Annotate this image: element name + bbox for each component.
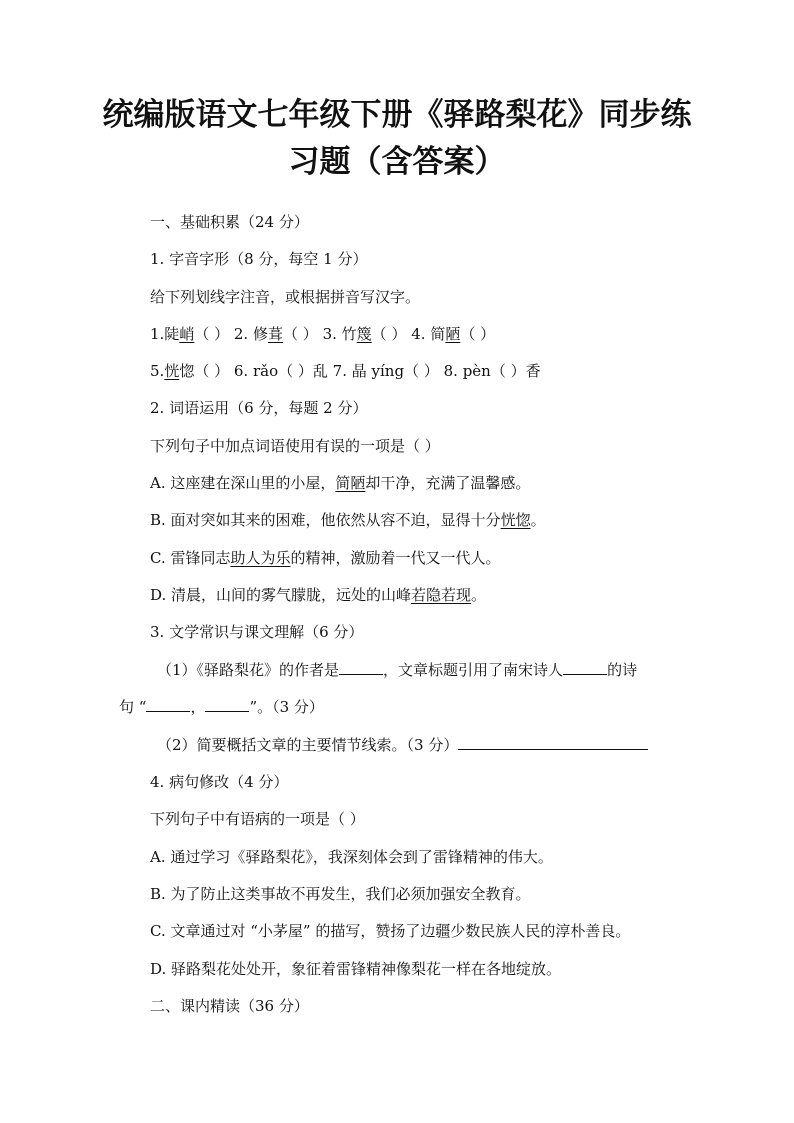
part-1-text-f: ”。（3 分） xyxy=(249,698,324,716)
item-1-prefix: 1.陡 xyxy=(150,325,180,343)
part-1-text-d: 句 “ xyxy=(119,698,147,716)
question-2-prompt: 下列句子中加点词语使用有误的一项是（ ） xyxy=(150,437,440,455)
question-4-option-b: B. 为了防止这类事故不再发生，我们必须加强安全教育。 xyxy=(150,885,531,903)
item-2-prefix: 2. 修 xyxy=(233,325,268,343)
poem-line-1-blank[interactable] xyxy=(146,697,190,712)
item-6: 6. rǎo（ ）乱 xyxy=(233,362,328,380)
question-2-option-d xyxy=(150,585,486,605)
part-1-text-c: 的诗 xyxy=(607,661,638,679)
option-c-word: 助人为乐 xyxy=(230,549,291,567)
question-3-part-2 xyxy=(157,735,648,755)
part-1-text-b: ，文章标题引用了南宋诗人 xyxy=(383,661,564,679)
part-1-text-a: （1）《驿路梨花》的作者是 xyxy=(157,661,340,679)
item-3-underlined: 篾 xyxy=(356,325,372,343)
part-2-text: （2）简要概括文章的主要情节线索。（3 分） xyxy=(157,736,459,754)
option-a-text: A. 这座建在深山里的小屋， xyxy=(150,474,336,492)
option-d-word: 若隐若现 xyxy=(411,586,472,604)
question-3-heading: 3. 文学常识与课文理解（6 分） xyxy=(150,623,364,641)
question-2-option-c xyxy=(150,548,501,568)
question-1-instruction: 给下列划线字注音，或根据拼音写汉字。 xyxy=(150,288,421,306)
section-heading-2: 二、课内精读（36 分） xyxy=(150,997,309,1015)
question-3-part-1-line-1 xyxy=(157,660,637,680)
question-4-prompt: 下列句子中有语病的一项是（ ） xyxy=(150,810,365,828)
section-heading-1: 一、基础积累（24 分） xyxy=(150,213,309,231)
option-c-text: C. 雷锋同志 xyxy=(150,549,231,567)
question-3-part-1-line-2 xyxy=(119,697,324,717)
item-4-prefix: 4. 简 xyxy=(411,325,446,343)
option-a-text-end: 却干净，充满了温馨感。 xyxy=(365,474,531,492)
item-1-underlined: 峭 xyxy=(179,325,195,343)
item-1-blank: （ ） xyxy=(194,325,230,343)
question-2-option-a xyxy=(150,473,530,493)
document-title: 统编版语文七年级下册《驿路梨花》同步练习题（含答案） xyxy=(102,97,692,180)
question-4-option-a: A. 通过学习《驿路梨花》，我深刻体会到了雷锋精神的伟大。 xyxy=(150,848,553,866)
option-c-text-end: 的精神，激励着一代又一代人。 xyxy=(290,549,501,567)
item-7: 7. 晶 yíng（ ） xyxy=(332,362,439,380)
question-2-heading: 2. 词语运用（6 分，每题 2 分） xyxy=(150,399,368,417)
question-4-option-d: D. 驿路梨花处处开，象征着雷锋精神像梨花一样在各地绽放。 xyxy=(150,960,562,978)
option-b-word: 恍惚 xyxy=(500,511,531,529)
option-d-text: D. 清晨，山间的雾气朦胧，远处的山峰 xyxy=(150,586,412,604)
item-3-prefix: 3. 竹 xyxy=(322,325,357,343)
plot-summary-answer-line[interactable] xyxy=(458,735,648,750)
question-4-heading: 4. 病句修改（4 分） xyxy=(150,773,289,791)
item-4-blank: （ ） xyxy=(460,325,496,343)
question-4-option-c: C. 文章通过对 “小茅屋” 的描写，赞扬了边疆少数民族人民的淳朴善良。 xyxy=(150,922,631,940)
item-5-underlined: 恍 xyxy=(164,362,180,380)
poem-line-2-blank[interactable] xyxy=(205,697,249,712)
item-5-rest: 惚（ ） xyxy=(179,362,230,380)
item-8: 8. pèn（ ）香 xyxy=(443,362,541,380)
item-5-prefix: 5. xyxy=(150,362,165,380)
item-2-blank: （ ） xyxy=(283,325,318,343)
item-2-underlined: 葺 xyxy=(267,325,283,343)
question-2-option-b xyxy=(150,510,546,530)
question-1-row-1 xyxy=(150,324,495,344)
author-answer-blank[interactable] xyxy=(339,660,383,675)
option-b-text: B. 面对突如其来的困难，他依然从容不迫，显得十分 xyxy=(150,511,501,529)
question-1-row-2 xyxy=(150,361,541,381)
question-1-heading: 1. 字音字形（8 分，每空 1 分） xyxy=(150,250,368,268)
part-1-text-e: ， xyxy=(190,698,206,716)
option-b-text-end: 。 xyxy=(530,511,546,529)
poet-answer-blank[interactable] xyxy=(563,660,607,675)
option-d-text-end: 。 xyxy=(471,586,487,604)
option-a-word: 简陋 xyxy=(335,474,366,492)
item-4-underlined: 陋 xyxy=(445,325,461,343)
item-3-blank: （ ） xyxy=(371,325,407,343)
